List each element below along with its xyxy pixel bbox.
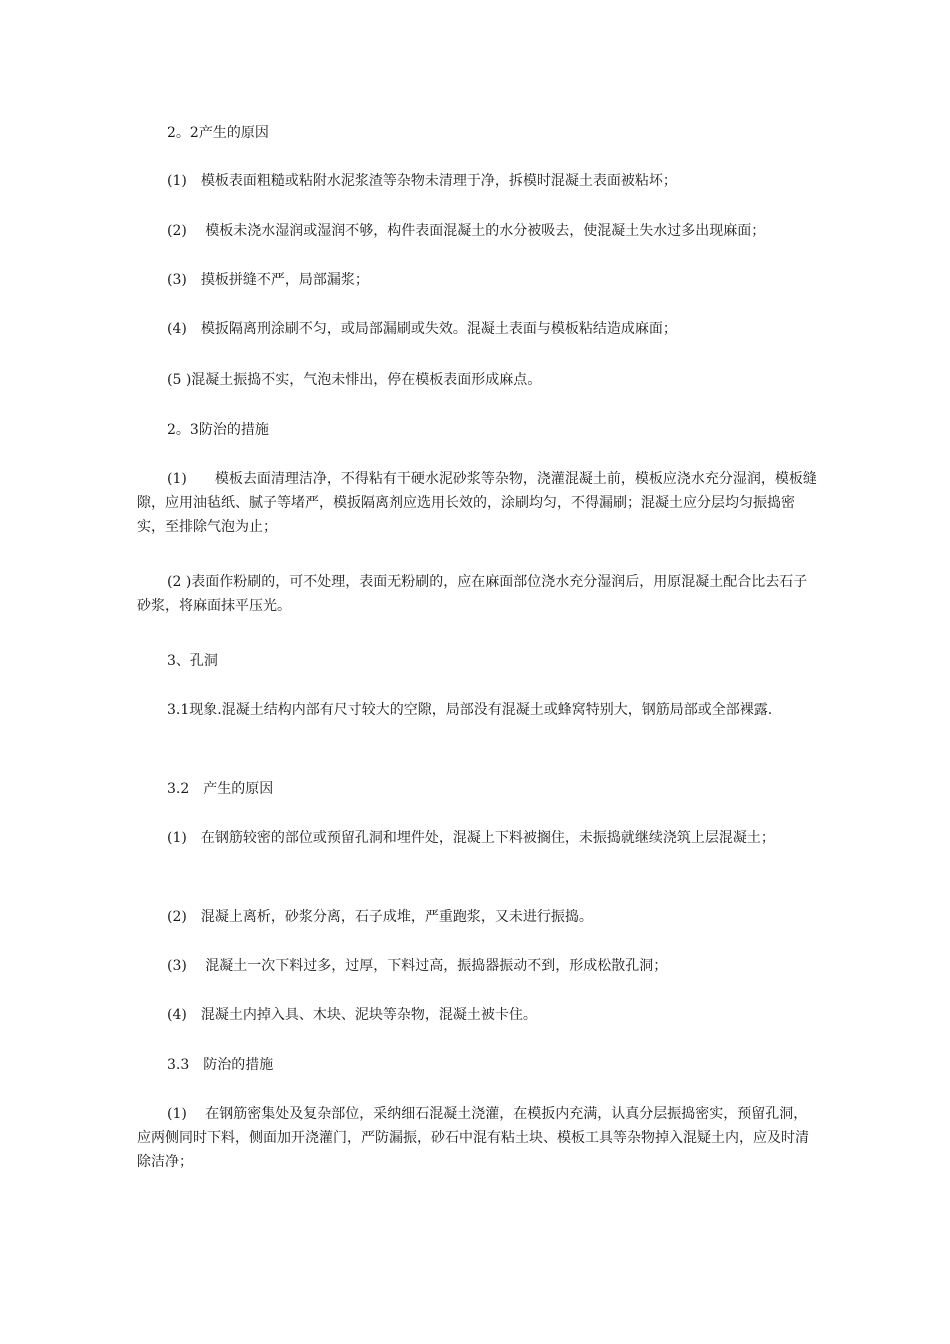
list-item-3-2-4: (4) 混凝土内掉入具、木块、泥块等杂物，混凝土被卡住。 bbox=[167, 1007, 537, 1023]
list-item-2-2-2: (2) 模板未浇水湿润或湿润不够，构件表面混凝土的水分被吸去，使混凝土失水过多出现麻面； bbox=[167, 223, 766, 239]
list-item-2-3-2: (2 )表面作粉刷的，可不处理，表面无粉刷的，应在麻面部位浇水充分湿润后，用原混凝土配合比去石子砂浆，将麻面抹平压光。 bbox=[137, 574, 808, 614]
section-heading-3: 3、孔洞 bbox=[167, 653, 218, 669]
section-heading-3-2: 3.2 产生的原因 bbox=[167, 781, 274, 797]
list-item-3-3-1: (1) 在钢筋密集处及复杂部位，采纳细石混凝土浇灌，在模扳内充满，认真分层振捣密实，预留孔洞，应两侧同时下料，侧面加开浇灌门，严防漏振，砂石中混有粘土块、模板工具等杂物掉入混疑土内，应及时清除洁净； bbox=[137, 1106, 809, 1170]
list-item-2-2-1: (1) 模板表面粗糙或粘附水泥浆渣等杂物未清理于净，拆模时混凝土表面被粘坏； bbox=[167, 173, 677, 189]
section-heading-2-2: 2。2产生的原因 bbox=[167, 125, 269, 141]
list-item-3-2-2: (2) 混凝上离析，砂浆分离，石子成堆，严重跑浆，又未进行振捣。 bbox=[167, 909, 593, 925]
section-heading-2-3: 2。3防治的措施 bbox=[167, 422, 269, 438]
list-item-2-2-4: (4) 模扳隔离刑涂刷不匀，或局部漏刷或失效。混凝土表面与模板粘结造成麻面； bbox=[167, 321, 677, 337]
list-item-2-3-1: (1) 模板去面清理洁净，不得粘有干硬水泥砂浆等杂物，浇灌混凝土前，模板应浇水充分湿润，模板缝隙，应用油毡纸、腻子等堵严，模扳隔离剂应选用长效的，涂刷均匀，不得漏刷；混凝土应分层均匀振捣密实，至排除气泡为止； bbox=[137, 471, 817, 535]
section-paragraph-3-1: 3.1现象.混凝土结构内部有尺寸较大的空隙，局部没有混凝土或蜂窝特别大，钢筋局部或全部裸露. bbox=[167, 702, 773, 718]
list-item-2-2-5: (5 )混凝土振捣不实，气泡未悱出，停在模板表面形成麻点。 bbox=[167, 372, 542, 388]
list-item-2-2-3: (3) 摸板拼缝不严，局部漏浆； bbox=[167, 272, 369, 288]
list-item-3-2-1: (1) 在钢筋较密的部位或预留孔洞和埋件处，混凝上下料被搁住，未振捣就继续浇筑上层混凝土； bbox=[167, 830, 775, 846]
section-heading-3-3: 3.3 防治的措施 bbox=[167, 1057, 274, 1073]
list-item-3-2-3: (3) 混凝土一次下料过多，过厚，下料过高，振捣器振动不到，形成松散孔洞； bbox=[167, 958, 668, 974]
